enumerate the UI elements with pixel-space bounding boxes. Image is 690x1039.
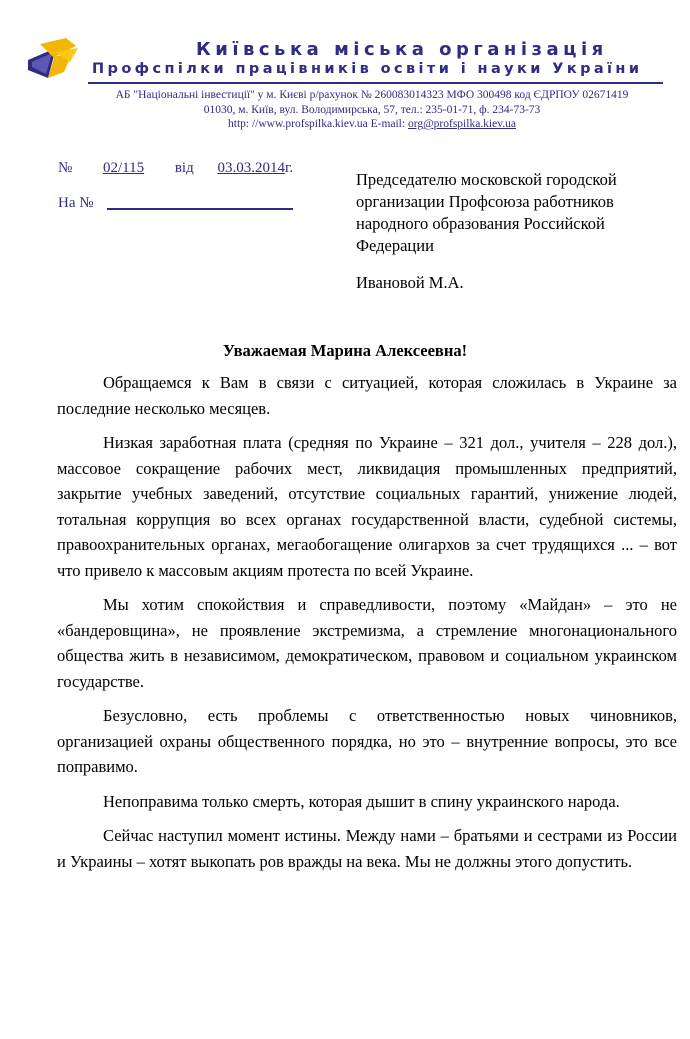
reply-reference-blank xyxy=(107,208,293,210)
addressee-name: Ивановой М.А. xyxy=(356,273,464,292)
date-label: від xyxy=(174,160,194,176)
addressee-block: Председателю московской городской организации Профсоюза работников народного образования Российской Федерации xyxy=(356,170,617,255)
outgoing-reference xyxy=(58,160,293,177)
reply-reference-label: На № xyxy=(58,195,94,211)
paragraph: Мы хотим спокойствия и справедливости, поэтому «Майдан» – это не «бандеровщина», не проявление экстремизма, а стремление многонационального общества жить в независимом, демократическом, правовом и социальном украинском государстве. xyxy=(57,595,677,691)
contact-line xyxy=(92,118,652,130)
paragraph: Непоправима только смерть, которая дышит в спину украинского народа. xyxy=(103,791,620,811)
paragraph: Обращаемся к Вам в связи с ситуацией, которая сложилась в Украине за последние несколько месяцев. xyxy=(57,373,677,418)
letterhead-divider xyxy=(88,82,663,84)
paragraph: Сейчас наступил момент истины. Между нами – братьями и сестрами из России и Украины – хотят выкопать ров вражды на века. Мы не должны этого допустить. xyxy=(57,826,677,871)
bank-details: АБ "Національні інвестиції" у м. Києві р/рахунок № 260083014323 МФО 300498 код ЄДРПОУ 02671419 xyxy=(115,89,629,101)
letter-body xyxy=(57,370,677,883)
union-emblem-logo-icon xyxy=(26,38,82,82)
org-subtitle: Профспілки працівників освіти і науки України xyxy=(92,61,643,77)
number-label: № xyxy=(58,160,73,176)
org-title: Київська міська організація xyxy=(196,39,608,60)
postal-address: 01030, м. Київ, вул. Володимирська, 57, тел.: 235-01-71, ф. 234-73-73 xyxy=(203,104,541,116)
email-link[interactable]: org@profspilka.kiev.ua xyxy=(407,118,516,130)
paragraph: Безусловно, есть проблемы с ответственностью новых чиновников, организацией охраны общественного порядка, но это – внутренние вопросы, это все поправимо. xyxy=(57,706,677,776)
salutation: Уважаемая Марина Алексеевна! xyxy=(222,341,468,360)
date-suffix: г. xyxy=(284,160,294,176)
outgoing-date: 03.03.2014 xyxy=(217,160,285,176)
paragraph: Низкая заработная плата (средняя по Украине – 321 дол., учителя – 228 дол.), массовое сокращение рабочих мест, ликвидация промышленных предприятий, закрытие учебных заведений, отсутствие социальных гарантий, унижение людей, тотальная коррупция во всех органах государственной власти, судебной системы, правоохранительных органах, мегаобогащение олигархов за счет трудящихся ... – вот что привело к массовым акциям протеста по всей Украине. xyxy=(57,433,677,580)
outgoing-number: 02/115 xyxy=(103,160,145,176)
website-text: http: //www.profspilka.kiev.ua E-mail: xyxy=(228,118,408,130)
